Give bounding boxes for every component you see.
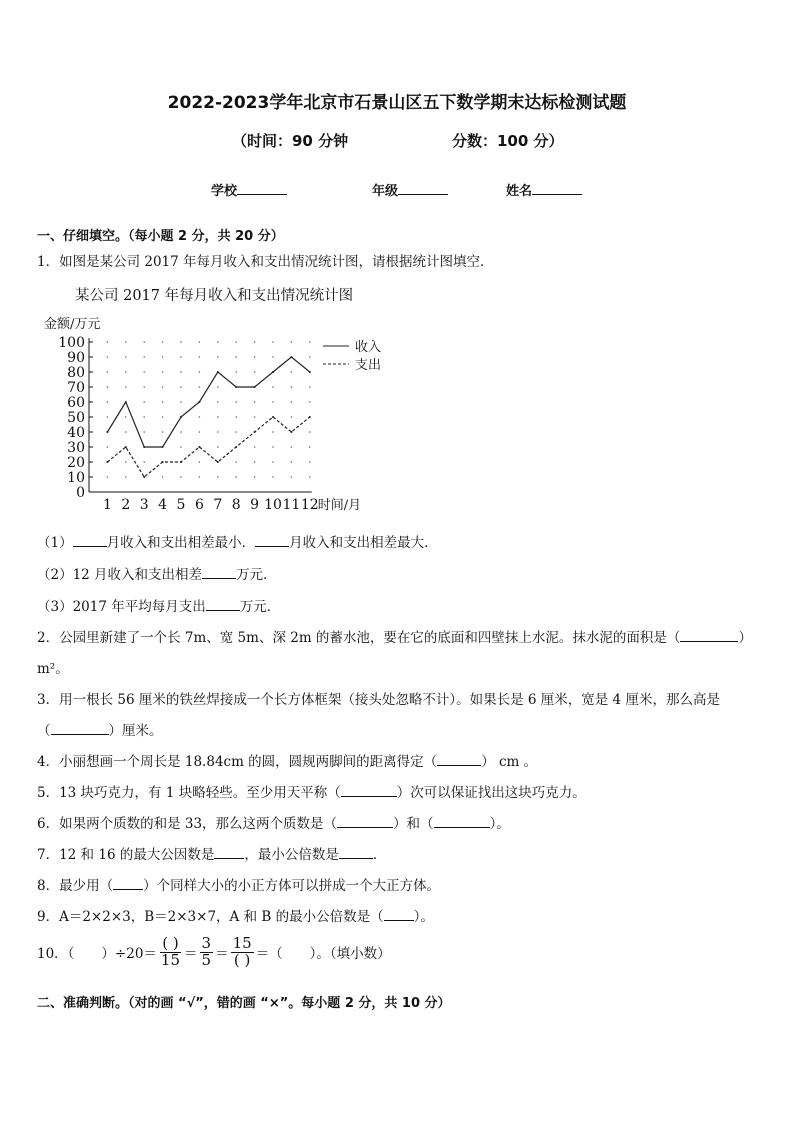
grid-dot <box>309 446 311 448</box>
series-2-point <box>217 461 219 463</box>
grid-dot <box>143 431 145 433</box>
grid-dot <box>199 341 201 343</box>
grid-dot <box>309 476 311 478</box>
grid-dot <box>199 461 201 463</box>
grid-dot <box>162 431 164 433</box>
x-tick-label: 9 <box>250 497 260 513</box>
q7-blank2[interactable] <box>339 844 373 859</box>
legend-label-2: 支出 <box>355 358 382 373</box>
grid-dot <box>125 386 127 388</box>
school-blank[interactable] <box>237 180 287 195</box>
q6-end: ）。 <box>489 816 510 832</box>
grid-dot <box>309 356 311 358</box>
grid-dot <box>235 476 237 478</box>
q7-end: ． <box>372 847 387 863</box>
y-tick-label: 60 <box>67 395 85 411</box>
grid-dot <box>272 401 274 403</box>
series-2-point <box>198 446 200 448</box>
grid-dot <box>217 431 219 433</box>
q10-equals-2: ＝ <box>215 946 229 963</box>
section2-heading: 二、准确判断。（对的画 “√”，错的画 “×”。每小题 2 分，共 10 分） <box>37 996 451 1011</box>
grid-dot <box>217 341 219 343</box>
grid-dot <box>291 461 293 463</box>
grid-dot <box>272 356 274 358</box>
grid-dot <box>199 371 201 373</box>
grid-dot <box>272 461 274 463</box>
q4 <box>37 750 537 770</box>
series-2-point <box>143 476 145 478</box>
y-tick-label: 100 <box>58 335 85 351</box>
series-line-2 <box>107 417 309 477</box>
y-tick-label: 40 <box>67 425 85 441</box>
x-tick-label: 11 <box>282 497 301 513</box>
q10-fraction-3-den[interactable]: ( ) <box>233 950 251 969</box>
grid-dot <box>254 416 256 418</box>
q6-text: 6．如果两个质数的和是 33，那么这两个质数是（ <box>37 816 338 832</box>
grid-dot <box>162 401 164 403</box>
q1-sub1 <box>37 531 438 551</box>
q9 <box>37 905 434 925</box>
chart-y-label: 金额/万元 <box>44 317 101 332</box>
q7-mid: ，最小公倍数是 <box>244 847 339 863</box>
q9-text: 9．A＝2×2×3，B＝2×3×7，A 和 B 的最小公倍数是（ <box>37 909 384 925</box>
grid-dot <box>125 416 127 418</box>
grid-dot <box>143 341 145 343</box>
grid-dot <box>125 476 127 478</box>
q10-fraction-2 <box>200 936 214 969</box>
grid-dot <box>309 401 311 403</box>
grid-dot <box>291 416 293 418</box>
x-tick-label: 8 <box>231 497 241 513</box>
grid-dot <box>162 416 164 418</box>
q2-close: ） <box>738 630 752 646</box>
grid-dot <box>107 446 109 448</box>
series-2-point <box>180 461 182 463</box>
q10-fraction-1 <box>159 936 182 969</box>
grade-blank[interactable] <box>398 180 448 195</box>
grade-label: 年级 <box>372 184 399 199</box>
grid-dot <box>235 356 237 358</box>
q8 <box>37 874 440 894</box>
chart-title: 某公司 2017 年每月收入和支出情况统计图 <box>75 288 354 304</box>
series-2-point <box>309 416 311 418</box>
grid-dot <box>107 416 109 418</box>
series-2-point <box>125 446 127 448</box>
grid-dot <box>125 371 127 373</box>
series-1-point <box>106 431 108 433</box>
q3-open: （ <box>37 723 51 739</box>
series-2-point <box>254 431 256 433</box>
q6-blank2[interactable] <box>434 813 490 828</box>
grid-dot <box>272 476 274 478</box>
grid-dot <box>107 356 109 358</box>
grid-dot <box>143 371 145 373</box>
grid-dot <box>217 356 219 358</box>
grid-dot <box>180 386 182 388</box>
q2-line2: m²。 <box>37 661 69 677</box>
q1-sub3 <box>37 595 280 615</box>
q4-text: 4．小丽想画一个周长是 18.84cm 的圆，圆规两脚间的距离得定（ <box>37 754 438 770</box>
grid-dot <box>291 386 293 388</box>
grid-dot <box>143 416 145 418</box>
q1-sub3-prefix: （3）2017 年平均每月支出 <box>37 599 206 615</box>
grid-dot <box>272 446 274 448</box>
q10-fraction-1-num[interactable]: ( ) <box>162 934 179 952</box>
name-blank[interactable] <box>532 180 582 195</box>
q8-blank[interactable] <box>113 875 143 890</box>
exam-time: （时间：90 分钟 <box>232 132 349 150</box>
grid-dot <box>125 341 127 343</box>
x-tick-label: 10 <box>264 497 282 513</box>
grid-dot <box>217 401 219 403</box>
grid-dot <box>199 476 201 478</box>
y-tick-label: 30 <box>67 440 85 456</box>
q1-sub1-blank1[interactable] <box>73 532 107 547</box>
grid-dot <box>143 401 145 403</box>
q8-text: 8．最少用（ <box>37 878 114 894</box>
q8-end: ）个同样大小的小正方体可以拼成一个大正方体。 <box>143 878 441 894</box>
y-tick-label: 20 <box>67 455 85 471</box>
q10-equals-1: ＝ <box>184 946 198 963</box>
grid-dot <box>235 401 237 403</box>
grid-dot <box>309 431 311 433</box>
grid-dot <box>254 461 256 463</box>
grid-dot <box>162 371 164 373</box>
name-field <box>506 180 582 199</box>
x-tick-label: 3 <box>139 497 149 513</box>
q4-end: ） cm 。 <box>481 754 538 770</box>
series-1-point <box>198 401 200 403</box>
series-1-point <box>272 371 274 373</box>
x-tick-label: 1 <box>102 497 112 513</box>
q2-text: 2．公园里新建了一个长 7m、宽 5m、深 2m 的蓄水池，要在它的底面和四壁抹上水泥。抹水泥的面积是（ <box>37 630 681 646</box>
grid-dot <box>291 401 293 403</box>
q5-blank[interactable] <box>341 782 397 797</box>
q6-blank1[interactable] <box>337 813 393 828</box>
series-1-point <box>162 446 164 448</box>
q7-text: 7．12 和 16 的最大公因数是 <box>37 847 215 863</box>
series-1-point <box>143 446 145 448</box>
legend-label-1: 收入 <box>355 340 382 355</box>
grid-dot <box>254 341 256 343</box>
q1-sub2 <box>37 563 277 583</box>
q3-blank[interactable] <box>51 720 109 735</box>
grid-dot <box>180 476 182 478</box>
x-tick-label: 4 <box>158 497 168 513</box>
grid-dot <box>180 446 182 448</box>
grid-dot <box>180 371 182 373</box>
chart-svg <box>40 282 400 514</box>
name-label: 姓名 <box>506 184 533 199</box>
grid-dot <box>143 461 145 463</box>
q5-end: ）次可以保证找出这块巧克力。 <box>396 785 586 801</box>
grid-dot <box>254 371 256 373</box>
grid-dot <box>291 446 293 448</box>
y-tick-label: 70 <box>67 380 85 396</box>
q2-blank[interactable] <box>680 627 738 642</box>
grid-dot <box>217 446 219 448</box>
series-2-point <box>162 461 164 463</box>
q5-text: 5．13 块巧克力，有 1 块略轻些。至少用天平称（ <box>37 785 341 801</box>
grid-dot <box>162 386 164 388</box>
grid-dot <box>125 461 127 463</box>
grid-dot <box>217 416 219 418</box>
grid-dot <box>180 341 182 343</box>
series-1-point <box>235 386 237 388</box>
grid-dot <box>107 341 109 343</box>
q10-fraction-2-den: 5 <box>201 950 212 969</box>
grid-dot <box>235 341 237 343</box>
grid-dot <box>143 386 145 388</box>
q1-sub3-blank[interactable] <box>206 596 240 611</box>
series-2-point <box>290 431 292 433</box>
series-1-point <box>180 416 182 418</box>
grid-dot <box>309 386 311 388</box>
grid-dot <box>162 476 164 478</box>
q10-end: ＝（ ）。（填小数） <box>255 946 391 963</box>
school-label: 学校 <box>211 184 238 199</box>
series-line-1 <box>107 357 309 447</box>
grid-dot <box>107 401 109 403</box>
series-2-point <box>106 461 108 463</box>
q6 <box>37 812 510 832</box>
series-2-point <box>235 446 237 448</box>
grid-dot <box>180 431 182 433</box>
section1-heading: 一、仔细填空。（每小题 2 分，共 20 分） <box>37 229 284 244</box>
q2-line1 <box>37 626 752 646</box>
grid-dot <box>180 356 182 358</box>
grid-dot <box>291 476 293 478</box>
grid-dot <box>162 341 164 343</box>
grid-dot <box>199 386 201 388</box>
q1-sub2-end: 万元． <box>236 567 277 583</box>
x-tick-label: 7 <box>213 497 223 513</box>
grid-dot <box>107 371 109 373</box>
grid-dot <box>199 356 201 358</box>
x-tick-label: 6 <box>194 497 204 513</box>
series-1-point <box>125 401 127 403</box>
q7 <box>37 843 386 863</box>
y-tick-label: 0 <box>76 485 85 501</box>
q1-text: 1．如图是某公司 2017 年每月收入和支出情况统计图，请根据统计图填空． <box>37 254 494 270</box>
q10-fraction-3-num: 15 <box>232 934 252 952</box>
y-tick-label: 10 <box>67 470 85 486</box>
grid-dot <box>235 431 237 433</box>
grid-dot <box>254 356 256 358</box>
grid-dot <box>107 476 109 478</box>
x-tick-label: 12 <box>300 497 319 513</box>
q9-end: ）。 <box>413 909 434 925</box>
q10-fraction-3 <box>231 936 254 969</box>
grid-dot <box>235 416 237 418</box>
q3-end: ）厘米。 <box>108 723 163 739</box>
grid-dot <box>272 341 274 343</box>
series-2-point <box>272 416 274 418</box>
q1-sub1-prefix: （1） <box>37 535 73 551</box>
grid-dot <box>125 356 127 358</box>
grid-dot <box>217 476 219 478</box>
q4-blank[interactable] <box>437 751 481 766</box>
series-1-point <box>254 386 256 388</box>
page-title: 2022-2023学年北京市石景山区五下数学期末达标检测试题 <box>167 93 627 113</box>
grid-dot <box>254 446 256 448</box>
grid-dot <box>143 356 145 358</box>
grid-dot <box>309 461 311 463</box>
q10-fraction-2-num: 3 <box>201 934 212 952</box>
school-field <box>211 180 287 199</box>
grid-dot <box>272 431 274 433</box>
grid-dot <box>199 416 201 418</box>
grid-dot <box>125 431 127 433</box>
exam-score: 分数：100 分） <box>452 132 564 150</box>
q1-sub1-blank2[interactable] <box>255 532 289 547</box>
q3-line1: 3．用一根长 56 厘米的铁丝焊接成一个长方体框架（接头处忽略不计）。如果长是 6 厘米，宽是 4 厘米，那么高是 <box>37 692 720 708</box>
q1-sub1-mid: 月收入和支出相差最小． <box>106 535 256 551</box>
q1-sub2-blank[interactable] <box>202 564 236 579</box>
q9-blank[interactable] <box>384 906 414 921</box>
q6-mid: ）和（ <box>393 816 434 832</box>
q1-sub3-end: 万元． <box>239 599 281 615</box>
grid-dot <box>235 461 237 463</box>
q10 <box>37 936 391 969</box>
series-1-point <box>309 371 311 373</box>
grid-dot <box>309 341 311 343</box>
y-tick-label: 80 <box>67 365 85 381</box>
grid-dot <box>235 371 237 373</box>
grid-dot <box>272 386 274 388</box>
grid-dot <box>107 386 109 388</box>
grid-dot <box>254 476 256 478</box>
line-chart <box>40 282 400 514</box>
grid-dot <box>291 371 293 373</box>
y-tick-label: 50 <box>67 410 85 426</box>
grid-dot <box>217 386 219 388</box>
grid-dot <box>180 401 182 403</box>
grid-dot <box>162 356 164 358</box>
x-tick-label: 5 <box>176 497 186 513</box>
q1-sub1-end: 月收入和支出相差最大． <box>289 535 438 551</box>
q5 <box>37 781 586 801</box>
grid-dot <box>291 341 293 343</box>
q1-sub2-prefix: （2）12 月收入和支出相差 <box>37 567 203 583</box>
q3-line2 <box>37 719 163 739</box>
x-tick-label: 2 <box>121 497 131 513</box>
grid-dot <box>199 431 201 433</box>
series-1-point <box>217 371 219 373</box>
chart-x-label: 时间/月 <box>317 498 362 513</box>
q10-text: 10．（ ）÷20＝ <box>37 946 157 963</box>
grade-field <box>372 180 448 199</box>
series-1-point <box>290 356 292 358</box>
q7-blank1[interactable] <box>214 844 244 859</box>
grid-dot <box>254 401 256 403</box>
y-tick-label: 90 <box>67 350 85 366</box>
q10-fraction-1-den: 15 <box>160 950 181 969</box>
